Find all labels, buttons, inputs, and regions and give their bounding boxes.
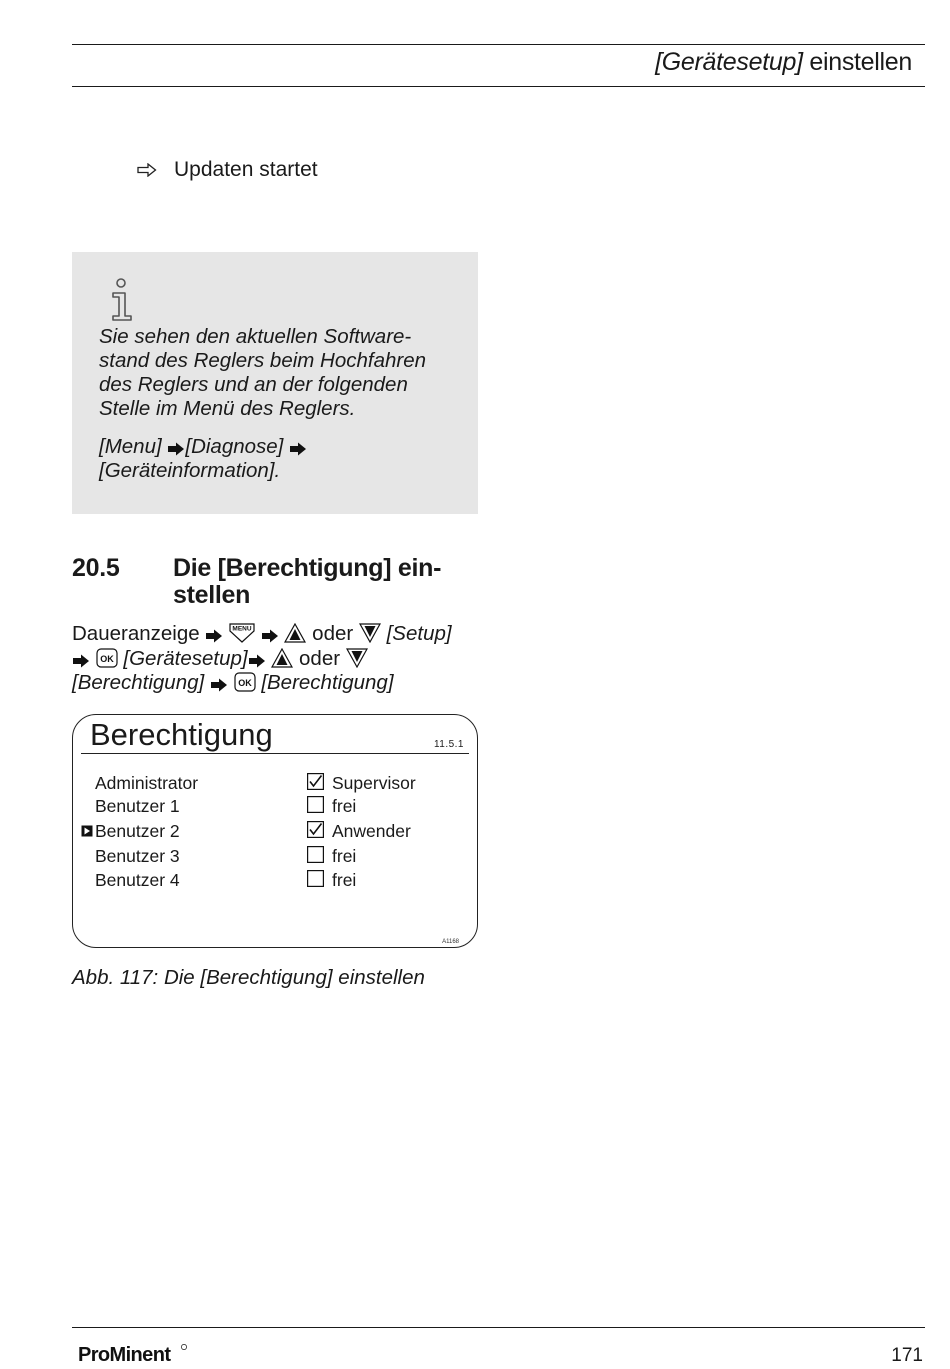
permission-row[interactable]	[73, 773, 477, 797]
role-name: frei	[332, 870, 357, 890]
up-key-icon	[271, 648, 293, 668]
row-selection-icon	[81, 825, 93, 837]
permission-checkbox[interactable]	[307, 821, 324, 838]
user-name: Benutzer 4	[95, 870, 180, 890]
info-line: Stelle im Menü des Reglers.	[99, 397, 356, 420]
header-bottom-rule	[72, 86, 925, 87]
permission-checkbox[interactable]	[307, 846, 324, 863]
result-arrow-icon	[134, 163, 160, 177]
nav-berechtigung: [Berechtigung]	[72, 671, 205, 694]
right-arrow-icon	[167, 442, 185, 456]
info-line: stand des Reglers beim Hochfahren	[99, 349, 427, 372]
down-key-icon	[346, 648, 368, 668]
figure-tag: A1168	[442, 939, 459, 945]
role-name: Supervisor	[332, 773, 416, 793]
screen-divider	[81, 753, 469, 754]
permission-row[interactable]	[73, 821, 477, 845]
path-device-info: [Geräteinformation].	[99, 459, 281, 482]
svg-text:OK: OK	[99, 653, 114, 664]
prominent-logo	[78, 1343, 190, 1365]
path-menu: [Menu]	[99, 435, 162, 458]
svg-text:OK: OK	[237, 678, 252, 688]
nav-berechtigung: [Berechtigung]	[261, 671, 394, 694]
user-name: Administrator	[95, 773, 199, 793]
permission-row[interactable]	[73, 870, 477, 894]
info-line: Sie sehen den aktuellen Software-	[99, 325, 412, 348]
permission-checkbox[interactable]	[307, 870, 324, 887]
svg-text:ProMinent: ProMinent	[78, 1344, 171, 1365]
down-key-icon	[359, 623, 381, 643]
nav-or: oder	[312, 622, 354, 645]
up-key-icon	[284, 623, 306, 643]
result-text: Updaten startet	[174, 158, 318, 181]
footer-rule	[72, 1327, 925, 1328]
header-title-rest: einstellen	[802, 48, 912, 76]
device-screen	[72, 714, 478, 948]
menu-key-icon	[229, 623, 255, 643]
header-top-rule	[72, 44, 925, 45]
section-title-line: stellen	[173, 581, 251, 609]
role-name: frei	[332, 846, 357, 866]
navigation-path	[72, 622, 482, 696]
info-box	[72, 252, 478, 514]
permission-checkbox[interactable]	[307, 796, 324, 813]
right-arrow-icon	[210, 678, 228, 692]
nav-start: Daueranzeige	[72, 622, 200, 645]
info-text	[99, 325, 464, 421]
nav-setup: [Setup]	[386, 622, 452, 645]
ok-key-icon	[234, 672, 256, 692]
role-name: Anwender	[332, 821, 411, 841]
header-title-italic: [Gerätesetup]	[655, 48, 803, 76]
role-name: frei	[332, 796, 357, 816]
ok-key-icon	[96, 648, 118, 668]
right-arrow-icon	[261, 629, 279, 643]
screen-title: Berechtigung	[90, 717, 273, 752]
user-name: Benutzer 3	[95, 846, 180, 866]
section-number: 20.5	[72, 554, 120, 582]
svg-text:MENU: MENU	[232, 625, 252, 633]
right-arrow-icon	[205, 629, 223, 643]
section-title-line: Die [Berechtigung] ein-	[173, 554, 442, 582]
user-name: Benutzer 1	[95, 796, 180, 816]
user-name: Benutzer 2	[95, 821, 180, 841]
section-title	[173, 555, 473, 609]
nav-or: oder	[299, 646, 341, 670]
info-line: des Reglers und an der folgenden	[99, 373, 408, 396]
right-arrow-icon	[289, 442, 307, 456]
nav-geraetesetup: [Gerätesetup]	[123, 646, 248, 670]
permission-checkbox[interactable]	[307, 773, 324, 790]
right-arrow-icon	[72, 654, 90, 668]
screen-id: 11.5.1	[433, 739, 464, 750]
figure-caption: Abb. 117: Die [Berechtigung] einstellen	[72, 966, 425, 989]
permission-row[interactable]	[73, 796, 477, 820]
right-arrow-icon	[248, 654, 266, 668]
info-icon	[108, 278, 138, 322]
result-step	[134, 158, 318, 182]
permission-row[interactable]	[73, 846, 477, 870]
path-diagnose: [Diagnose]	[185, 435, 284, 458]
page-number: 171	[891, 1345, 923, 1366]
page-header-title	[655, 48, 912, 77]
info-menu-path	[99, 435, 464, 483]
